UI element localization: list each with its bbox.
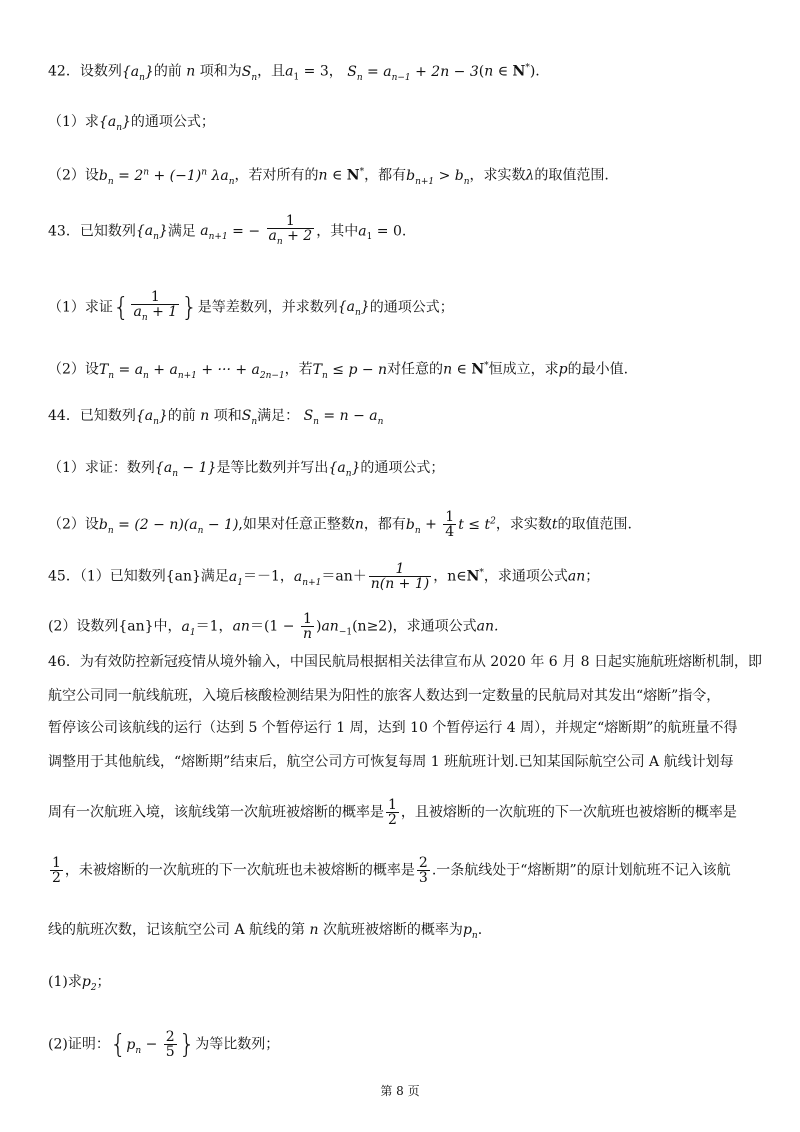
- q44-stem: 44．已知数列$\{a_n\}$的前 n 项和$S_n$满足： $S_n = n - a_n$: [48, 408, 384, 427]
- q43-stem: 43．已知数列$\{a_n\}$满足 $a_{n+1}$ = − $\frac{1}{a_n + 2}$ ，其中$a_1 = 0$.: [48, 213, 407, 247]
- page-footer: 第 8 页: [380, 1084, 420, 1098]
- q42-stem: 42．设数列$\{a_n\}$的前 n 项和为$S_n$，且$a_1 = 3$， $S_n = a_{n-1} + 2n - 3(n$ ∈ N*).: [48, 63, 540, 83]
- q46-line6: $\frac{1}{2}$ ，未被熔断的一次航班的下一次航班也未被熔断的概率是 $\frac{2}{3}$ .一条航线处于“熔断期”的原计划航班不记入该航: [52, 855, 731, 886]
- q46-part2: (2)证明：{$p_n$ − $\frac{2}{5}$ }为等比数列；: [48, 1029, 280, 1060]
- q45-part1: 45．（1）已知数列{an}满足$a_1=-1$，$a_{n+1}=an+$ $\frac{1}{n(n + 1)}$ ，n∈N*，求通项公式an；: [48, 561, 600, 592]
- q46-line1: 46．为有效防控新冠疫情从境外输入，中国民航局根据相关法律宣布从 2020 年 6 月 8 日起实施航班熔断机制，即: [48, 654, 762, 670]
- q46-part1: (1)求$p_2$；: [48, 974, 111, 993]
- q44-part2: （2）设$b_n = (2 - n)(a_n - 1)$,如果对任意正整数n，都有$b_n$ + $\frac{1}{4}$ $t \le t^2$，求实数t的取值范围.: [48, 509, 632, 540]
- q43-part2: （2）设$T_n = a_n + a_{n+1}$ + ··· + $a_{2n-1}$，若$T_n \le p - n$对任意的n ∈ N*恒成立，求p的最小值.: [48, 361, 629, 381]
- q42-part1: （1）求$\{a_n\}$的通项公式；: [48, 114, 215, 133]
- q42-part2: （2）设$b_n = 2^n + (-1)^n$ $\lambda a_n$，若对所有的n ∈ N*，都有$b_{n+1} > b_n$，求实数λ的取值范围.: [48, 167, 609, 187]
- q46-line7: 线的航班次数，记该航空公司 A 航线的第 n 次航班被熔断的概率为$p_n$.: [48, 922, 483, 941]
- q46-line4: 调整用于其他航线，“熔断期”结束后，航空公司方可恢复每周 1 班航班计划.已知某国际航空公司 A 航线计划每: [48, 754, 734, 770]
- q46-line3: 暂停该公司该航线的运行（达到 5 个暂停运行 1 周，达到 10 个暂停运行 4 周），并规定“熔断期”的航班量不得: [48, 720, 738, 736]
- q46-line5: 周有一次航班入境，该航线第一次航班被熔断的概率是 $\frac{1}{2}$ ，且被熔断的一次航班的下一次航班也被熔断的概率是: [48, 797, 737, 828]
- q44-part1: （1）求证：数列$\{a_n - 1\}$是等比数列并写出$\{a_n\}$的通项公式；: [48, 460, 445, 479]
- q46-line2: 航空公司同一航线航班，入境后核酸检测结果为阳性的旅客人数达到一定数量的民航局对其发出“熔断”指令，: [48, 688, 721, 704]
- q45-part2: (2）设数列{an}中，$a_1=1$，an＝(1 − $\frac{1}{n}$ )$an_{-1}(n\ge 2)$，求通项公式an.: [48, 611, 499, 642]
- q43-part1: （1）求证{ $\frac{1}{a_n + 1}$ }是等差数列，并求数列$\{a_n\}$的通项公式；: [48, 289, 454, 323]
